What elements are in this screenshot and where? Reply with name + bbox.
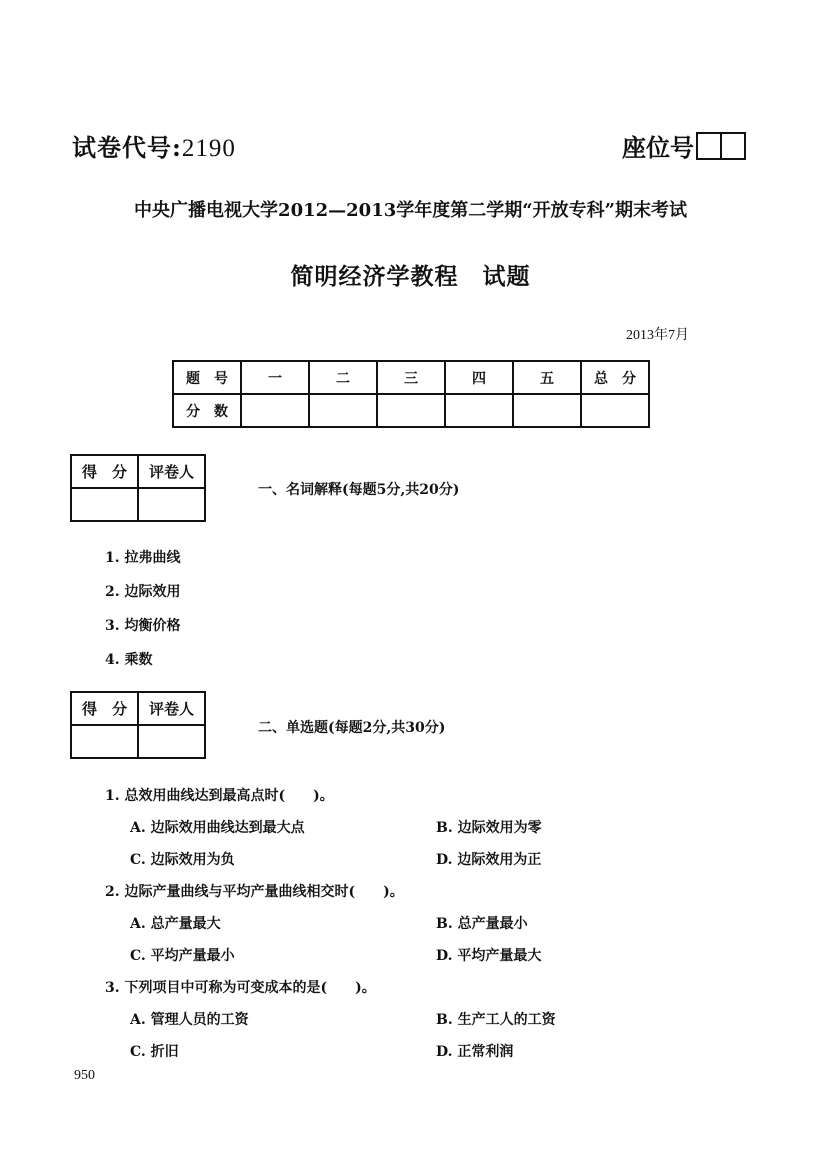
grader-name-label: 评卷人: [138, 692, 205, 725]
score-table-header-row: [173, 361, 649, 394]
list-item: 2. 边际效用: [105, 584, 181, 600]
grader-box: [70, 454, 206, 522]
exam-code: [72, 128, 236, 163]
score-input-cell[interactable]: [241, 394, 309, 427]
answer-option[interactable]: A. 管理人员的工资: [130, 1012, 249, 1028]
answer-option[interactable]: D. 正常利润: [436, 1044, 514, 1060]
answer-option[interactable]: B. 生产工人的工资: [436, 1012, 556, 1028]
score-table-cell: 分 数: [173, 394, 241, 427]
answer-option[interactable]: B. 边际效用为零: [436, 820, 542, 836]
answer-option[interactable]: C. 平均产量最小: [130, 948, 235, 964]
score-input-cell[interactable]: [377, 394, 445, 427]
seat-number: [622, 128, 746, 163]
question-stem: 2. 边际产量曲线与平均产量曲线相交时( )。: [105, 884, 404, 900]
list-item: 4. 乘数: [105, 652, 153, 668]
score-table-score-row: [173, 394, 649, 427]
answer-option[interactable]: B. 总产量最小: [436, 916, 528, 932]
score-table: [172, 360, 650, 428]
grader-name-label: 评卷人: [138, 455, 205, 488]
score-input-cell[interactable]: [445, 394, 513, 427]
course-title: 简明经济学教程 试题: [290, 263, 531, 290]
section-1-title: 一、名词解释(每题5分,共20分): [258, 482, 460, 498]
answer-option[interactable]: C. 折旧: [130, 1044, 179, 1060]
answer-option[interactable]: A. 边际效用曲线达到最大点: [130, 820, 305, 836]
grader-box: [70, 691, 206, 759]
grader-score-cell[interactable]: [71, 725, 138, 758]
exam-code-value: 2190: [181, 135, 236, 162]
grader-score-label: 得 分: [71, 455, 138, 488]
score-table-cell: 五: [513, 361, 581, 394]
seat-box[interactable]: [698, 134, 720, 158]
seat-number-label: 座位号: [622, 133, 694, 162]
grader-score-label: 得 分: [71, 692, 138, 725]
score-input-cell[interactable]: [309, 394, 377, 427]
page-number: 950: [74, 1068, 95, 1083]
grader-name-cell[interactable]: [138, 488, 205, 521]
score-table-cell: 四: [445, 361, 513, 394]
score-table-cell: 二: [309, 361, 377, 394]
answer-option[interactable]: C. 边际效用为负: [130, 852, 235, 868]
seat-box[interactable]: [720, 134, 744, 158]
question-stem: 1. 总效用曲线达到最高点时( )。: [105, 788, 334, 804]
exam-code-label: 试卷代号:: [72, 133, 182, 162]
score-table-cell: 题 号: [173, 361, 241, 394]
grader-name-cell[interactable]: [138, 725, 205, 758]
score-input-cell[interactable]: [513, 394, 581, 427]
list-item: 1. 拉弗曲线: [105, 550, 181, 566]
answer-option[interactable]: D. 平均产量最大: [436, 948, 542, 964]
section-2-title: 二、单选题(每题2分,共30分): [258, 720, 446, 736]
seat-number-boxes[interactable]: [696, 132, 746, 160]
score-table-cell: 总 分: [581, 361, 649, 394]
question-stem: 3. 下列项目中可称为可变成本的是( )。: [105, 980, 376, 996]
exam-date: 2013年7月: [626, 328, 689, 343]
score-table-cell: 一: [241, 361, 309, 394]
score-table-cell: 三: [377, 361, 445, 394]
grader-score-cell[interactable]: [71, 488, 138, 521]
list-item: 3. 均衡价格: [105, 618, 181, 634]
answer-option[interactable]: D. 边际效用为正: [436, 852, 542, 868]
answer-option[interactable]: A. 总产量最大: [130, 916, 221, 932]
score-input-cell[interactable]: [581, 394, 649, 427]
exam-title: 中央广播电视大学2012—2013学年度第二学期“开放专科”期末考试: [134, 200, 687, 221]
